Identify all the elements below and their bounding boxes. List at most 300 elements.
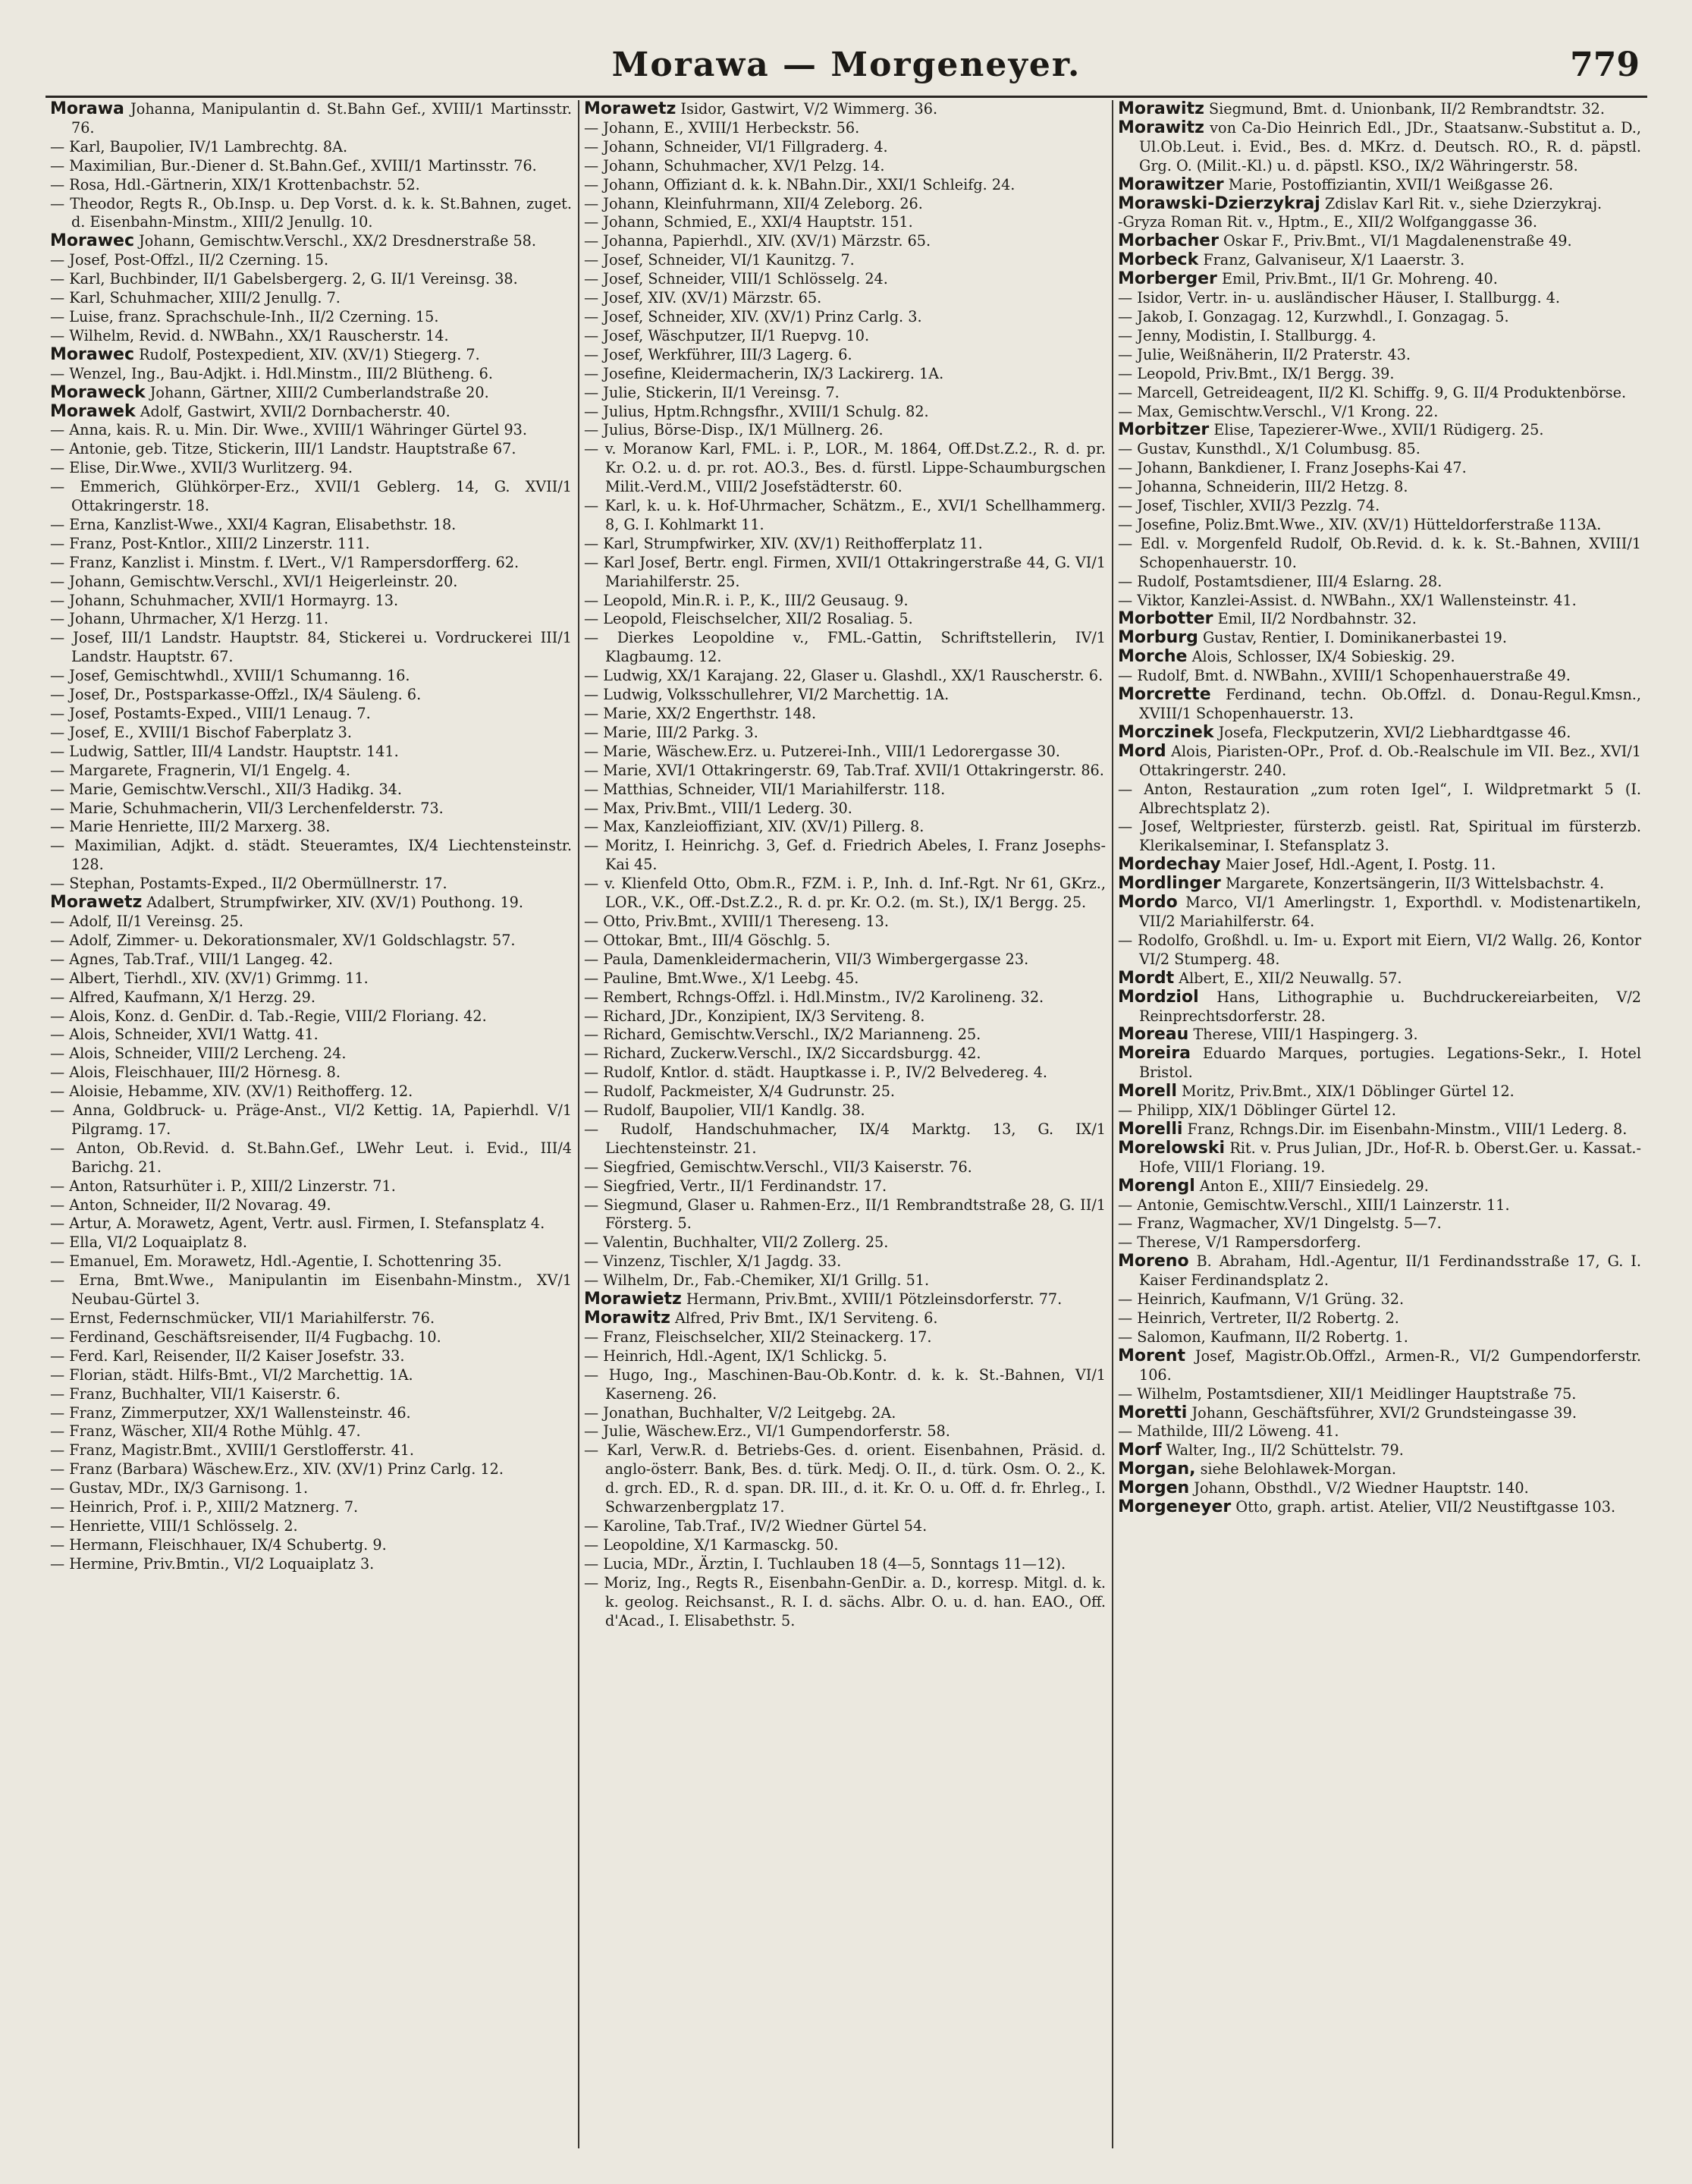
entry-text: — Josefine, Poliz.Bmt.Wwe., XIV. (XV/1) Hütteldorferstraße 113A. bbox=[1118, 515, 1602, 533]
entry-text: — Edl. v. Morgenfeld Rudolf, Ob.Revid. d. k. k. St.-Bahnen, XVIII/1 Schopenhauerstr. 10. bbox=[1118, 534, 1641, 571]
directory-entry bbox=[50, 913, 572, 932]
entry-text: — Margarete, Fragnerin, VI/1 Engelg. 4. bbox=[50, 761, 350, 779]
directory-entry bbox=[584, 138, 1106, 157]
entry-text: — Max, Kanzleioffiziant, XIV. (XV/1) Pillerg. 8. bbox=[584, 818, 924, 836]
header-rule bbox=[46, 96, 1647, 98]
entry-text: — Marcell, Getreideagent, II/2 Kl. Schiffg. 9, G. II/4 Produktenbörse. bbox=[1118, 383, 1627, 401]
entry-text: — Henriette, VIII/1 Schlösselg. 2. bbox=[50, 1516, 298, 1535]
directory-entry bbox=[1118, 1101, 1641, 1120]
directory-entry bbox=[1118, 1026, 1641, 1045]
entry-text: — Richard, Gemischtw.Verschl., IX/2 Marianneng. 25. bbox=[584, 1026, 981, 1044]
directory-entry bbox=[50, 1196, 572, 1215]
entry-text: — Johann, Gemischtw.Verschl., XVI/1 Heigerleinstr. 20. bbox=[50, 572, 458, 590]
entry-text: Johann, Gärtner, XIII/2 Cumberlandstraße 20. bbox=[149, 383, 489, 401]
directory-entry bbox=[50, 1517, 572, 1536]
entry-text: — Josef, III/1 Landstr. Hauptstr. 84, Stickerei u. Vordruckerei III/1 Landstr. Hauptstr. 67. bbox=[50, 629, 572, 666]
entry-text: — Theodor, Regts R., Ob.Insp. u. Dep Vorst. d. k. k. St.Bahnen, zuget. d. Eisenbahn-Minstm., XIII/2 Jenullg. 10. bbox=[50, 194, 572, 231]
entry-text: Siegmund, Bmt. d. Unionbank, II/2 Rembrandtstr. 32. bbox=[1209, 100, 1605, 118]
directory-entry bbox=[1118, 421, 1641, 440]
directory-entry bbox=[584, 497, 1106, 535]
directory-entry bbox=[1118, 1196, 1641, 1215]
entry-text: Franz, Galvaniseur, X/1 Laaerstr. 3. bbox=[1203, 251, 1465, 269]
entry-headword: Morelli bbox=[1118, 1119, 1183, 1139]
directory-entry bbox=[1118, 1083, 1641, 1101]
entry-text: — Franz, Kanzlist i. Minstm. f. LVert., V/1 Rampersdorfferg. 62. bbox=[50, 553, 520, 571]
directory-entry bbox=[1118, 176, 1641, 195]
page-title: Morawa — Morgeneyer. bbox=[611, 46, 1081, 84]
directory-entry bbox=[1118, 1422, 1641, 1441]
entry-text: — Franz, Wäscher, XII/4 Rothe Mühlg. 47. bbox=[50, 1422, 361, 1441]
entry-text: — Franz, Buchhalter, VII/1 Kaiserstr. 6. bbox=[50, 1384, 341, 1403]
entry-headword: Morent bbox=[1118, 1346, 1185, 1365]
entry-text: Maier Josef, Hdl.-Agent, I. Postg. 11. bbox=[1225, 856, 1496, 874]
directory-entry bbox=[50, 988, 572, 1007]
page-header bbox=[46, 46, 1647, 99]
entry-headword: Morberger bbox=[1118, 269, 1217, 289]
directory-entry bbox=[50, 384, 572, 403]
directory-entry bbox=[1118, 1045, 1641, 1083]
directory-entry bbox=[50, 610, 572, 629]
directory-entry bbox=[50, 894, 572, 913]
entry-text: — Max, Gemischtw.Verschl., V/1 Krong. 22. bbox=[1118, 402, 1439, 420]
entry-text: — Erna, Bmt.Wwe., Manipulantin im Eisenbahn-Minstm., XV/1 Neubau-Gürtel 3. bbox=[50, 1271, 572, 1309]
directory-entry bbox=[50, 743, 572, 762]
entry-text: Franz, Rchngs.Dir. im Eisenbahn-Minstm., VIII/1 Lederg. 8. bbox=[1187, 1120, 1628, 1138]
entry-text: — Johann, Schneider, VI/1 Fillgraderg. 4. bbox=[584, 137, 888, 156]
entry-text: — Rudolf, Postamtsdiener, III/4 Eslarng. 28. bbox=[1118, 572, 1442, 590]
entry-text: — Heinrich, Vertreter, II/2 Robertg. 2. bbox=[1118, 1309, 1399, 1327]
directory-entry bbox=[584, 1555, 1106, 1574]
directory-entry bbox=[50, 1252, 572, 1271]
entry-text: Rudolf, Postexpedient, XIV. (XV/1) Stiegerg. 7. bbox=[139, 345, 480, 363]
directory-entry bbox=[50, 762, 572, 781]
directory-entry bbox=[1118, 1347, 1641, 1385]
entry-text: — Josef, XIV. (XV/1) Märzstr. 65. bbox=[584, 289, 822, 307]
directory-entry bbox=[1118, 1328, 1641, 1347]
directory-entry bbox=[1118, 251, 1641, 270]
directory-entry bbox=[1118, 573, 1641, 592]
entry-text: — Johann, Uhrmacher, X/1 Herzg. 11. bbox=[50, 610, 329, 628]
entry-text: — Julius, Hptm.Rchngsfhr., XVIII/1 Schulg. 82. bbox=[584, 402, 929, 420]
entry-text: — Ludwig, Sattler, III/4 Landstr. Hauptstr. 141. bbox=[50, 742, 399, 760]
directory-entry bbox=[1118, 667, 1641, 686]
directory-entry bbox=[584, 119, 1106, 138]
directory-entry bbox=[50, 1347, 572, 1366]
directory-entry bbox=[584, 1328, 1106, 1347]
entry-text: — Richard, Zuckerw.Verschl., IX/2 Siccardsburgg. 42. bbox=[584, 1045, 981, 1063]
directory-entry bbox=[1118, 856, 1641, 875]
entry-text: — Karl, Buchbinder, II/1 Gabelsbergerg. 2, G. II/1 Vereinsg. 38. bbox=[50, 270, 518, 288]
entry-text: — Moriz, Ing., Regts R., Eisenbahn-GenDir. a. D., korresp. Mitgl. d. k. k. geolog. Reichsanst., R. I. d. sächs. Albr. O. u. d. han. EAO., Off. d'Acad., I. Elisabethstr. 5. bbox=[584, 1573, 1106, 1629]
entry-text: — Karl, Baupolier, IV/1 Lambrechtg. 8A. bbox=[50, 137, 348, 156]
directory-entry bbox=[50, 1328, 572, 1347]
entry-text: Josefa, Fleckputzerin, XVI/2 Liebhardtgasse 46. bbox=[1218, 723, 1571, 741]
directory-entry bbox=[50, 969, 572, 988]
directory-entry bbox=[50, 1007, 572, 1026]
entry-text: — Heinrich, Hdl.-Agent, IX/1 Schlickg. 5. bbox=[584, 1347, 887, 1365]
directory-entry bbox=[1118, 535, 1641, 573]
entry-text: — Alois, Fleischhauer, III/2 Hörnesg. 8. bbox=[50, 1064, 341, 1082]
directory-entry bbox=[1118, 969, 1641, 988]
directory-entry bbox=[584, 932, 1106, 951]
entry-text: Emil, II/2 Nordbahnstr. 32. bbox=[1217, 610, 1417, 628]
directory-entry bbox=[50, 781, 572, 800]
directory-entry bbox=[584, 232, 1106, 251]
entry-text: -Gryza Roman Rit. v., Hptm., E., XII/2 Wolfganggasse 36. bbox=[1118, 213, 1537, 231]
entry-headword: Morawa bbox=[50, 100, 124, 118]
entry-text: — Otto, Priv.Bmt., XVIII/1 Thereseng. 13. bbox=[584, 912, 889, 930]
entry-text: Walter, Ing., II/2 Schüttelstr. 79. bbox=[1166, 1441, 1404, 1460]
entry-text: — Ernst, Federnschmücker, VII/1 Mariahilferstr. 76. bbox=[50, 1309, 435, 1327]
directory-entry bbox=[50, 157, 572, 176]
directory-entry bbox=[1118, 365, 1641, 384]
directory-entry bbox=[1118, 440, 1641, 459]
directory-entry bbox=[584, 1404, 1106, 1423]
directory-entry bbox=[584, 157, 1106, 176]
entry-text: — Viktor, Kanzlei-Assist. d. NWBahn., XX/1 Wallensteinstr. 41. bbox=[1118, 591, 1577, 609]
entry-headword: Morbotter bbox=[1118, 609, 1213, 629]
entry-headword: Morczinek bbox=[1118, 722, 1214, 742]
directory-entry bbox=[50, 554, 572, 573]
entry-text: — Josef, Weltpriester, fürsterzb. geistl. Rat, Spiritual im fürsterzb. Klerikalseminar, I. Stefansplatz 3. bbox=[1118, 818, 1641, 855]
directory-entry bbox=[584, 1536, 1106, 1555]
entry-text: Alfred, Priv Bmt., IX/1 Serviteng. 6. bbox=[675, 1309, 938, 1327]
directory-entry bbox=[50, 1101, 572, 1139]
entry-text: siehe Belohlawek-Morgan. bbox=[1200, 1460, 1396, 1479]
entry-text: — Marie, XX/2 Engerthstr. 148. bbox=[584, 705, 817, 722]
directory-entry bbox=[584, 951, 1106, 969]
directory-entry bbox=[1118, 1385, 1641, 1404]
directory-entry bbox=[1118, 988, 1641, 1026]
entry-text: Johanna, Manipulantin d. St.Bahn Gef., XVIII/1 Martinsstr. 76. bbox=[71, 100, 572, 137]
directory-entry bbox=[50, 1404, 572, 1423]
entry-text: — Leopoldine, X/1 Karmasckg. 50. bbox=[584, 1535, 839, 1554]
directory-entry bbox=[1118, 403, 1641, 422]
directory-entry bbox=[1118, 213, 1641, 232]
directory-entry bbox=[584, 403, 1106, 422]
directory-entry bbox=[584, 800, 1106, 819]
directory-entry bbox=[1118, 1215, 1641, 1233]
directory-entry bbox=[584, 195, 1106, 214]
directory-entry bbox=[50, 1045, 572, 1064]
directory-entry bbox=[1118, 875, 1641, 894]
directory-entry bbox=[584, 988, 1106, 1007]
directory-entry bbox=[1118, 1233, 1641, 1252]
entry-headword: Morelowski bbox=[1118, 1138, 1226, 1158]
directory-entry bbox=[1118, 1290, 1641, 1309]
directory-columns bbox=[46, 100, 1647, 2148]
entry-headword: Morbeck bbox=[1118, 250, 1199, 270]
column-2 bbox=[579, 100, 1113, 2148]
directory-entry bbox=[584, 1196, 1106, 1234]
directory-entry bbox=[50, 705, 572, 724]
entry-text: — Elise, Dir.Wwe., XVII/3 Wurlitzerg. 94. bbox=[50, 459, 353, 477]
entry-text: Johann, Obsthdl., V/2 Wiedner Hauptstr. 140. bbox=[1194, 1479, 1529, 1497]
entry-text: — Karl, Strumpfwirker, XIV. (XV/1) Reithofferplatz 11. bbox=[584, 534, 983, 552]
entry-text: — Rodolfo, Großhdl. u. Im- u. Export mit Eiern, VI/2 Wallg. 26, Kontor VI/2 Stumperg. 48. bbox=[1118, 931, 1641, 968]
directory-entry bbox=[584, 346, 1106, 365]
directory-entry bbox=[1118, 629, 1641, 648]
entry-text: Hans, Lithographie u. Buchdruckereiarbeiten, V/2 Reinprechtsdorferstr. 28. bbox=[1139, 988, 1641, 1025]
entry-headword: Morawec bbox=[50, 344, 134, 364]
entry-text: — Karl, Schuhmacher, XIII/2 Jenullg. 7. bbox=[50, 289, 341, 307]
entry-text: — Stephan, Postamts-Exped., II/2 Obermüllnerstr. 17. bbox=[50, 875, 447, 893]
directory-entry bbox=[584, 1120, 1106, 1158]
directory-entry bbox=[1118, 1120, 1641, 1139]
entry-headword: Morawski-Dzierzykraj bbox=[1118, 193, 1320, 213]
entry-text: — Alois, Konz. d. GenDir. d. Tab.-Regie, VIII/2 Floriang. 42. bbox=[50, 1007, 487, 1025]
entry-text: Albert, E., XII/2 Neuwallg. 57. bbox=[1179, 969, 1402, 987]
entry-text: Elise, Tapezierer-Wwe., XVII/1 Rüdigerg. 25. bbox=[1213, 421, 1544, 439]
entry-text: — Agnes, Tab.Traf., VIII/1 Langeg. 42. bbox=[50, 950, 333, 968]
directory-entry bbox=[50, 1555, 572, 1574]
directory-entry bbox=[1118, 610, 1641, 629]
entry-text: — Julius, Börse-Disp., IX/1 Müllnerg. 26. bbox=[584, 421, 884, 439]
entry-text: — Johann, Schuhmacher, XVII/1 Hormayrg. 13. bbox=[50, 591, 399, 609]
directory-entry bbox=[50, 176, 572, 195]
directory-entry bbox=[50, 289, 572, 308]
directory-entry bbox=[50, 932, 572, 951]
directory-entry bbox=[584, 1233, 1106, 1252]
directory-entry bbox=[50, 951, 572, 969]
directory-entry bbox=[584, 1007, 1106, 1026]
directory-entry bbox=[584, 1158, 1106, 1177]
column-3 bbox=[1113, 100, 1647, 2148]
entry-headword: Morbitzer bbox=[1118, 420, 1210, 440]
entry-text: Otto, graph. artist. Atelier, VII/2 Neustiftgasse 103. bbox=[1235, 1498, 1616, 1516]
directory-entry bbox=[50, 535, 572, 554]
entry-text: — Adolf, Zimmer- u. Dekorationsmaler, XV/1 Goldschlagstr. 57. bbox=[50, 931, 516, 949]
directory-entry bbox=[584, 270, 1106, 289]
entry-headword: Morf bbox=[1118, 1441, 1162, 1460]
entry-headword: Morawetz bbox=[50, 893, 143, 913]
directory-entry bbox=[1118, 686, 1641, 724]
directory-entry bbox=[50, 592, 572, 611]
entry-text: — Josef, Schneider, VIII/1 Schlösselg. 24. bbox=[584, 270, 888, 288]
entry-text: — Ferd. Karl, Reisender, II/2 Kaiser Josefstr. 33. bbox=[50, 1347, 405, 1365]
entry-text: — Artur, A. Morawetz, Agent, Vertr. ausl. Firmen, I. Stefansplatz 4. bbox=[50, 1215, 545, 1233]
directory-entry bbox=[50, 1026, 572, 1045]
directory-entry bbox=[584, 535, 1106, 554]
entry-text: — Gustav, Kunsthdl., X/1 Columbusg. 85. bbox=[1118, 440, 1420, 458]
entry-text: — Ludwig, XX/1 Karajang. 22, Glaser u. Glashdl., XX/1 Rauscherstr. 6. bbox=[584, 667, 1103, 685]
directory-entry bbox=[1118, 232, 1641, 251]
directory-entry bbox=[50, 1536, 572, 1555]
entry-text: — Josef, Schneider, VI/1 Kaunitzg. 7. bbox=[584, 251, 855, 269]
entry-text: — Josef, Wäschputzer, II/1 Ruepvg. 10. bbox=[584, 326, 870, 344]
directory-entry bbox=[584, 837, 1106, 875]
entry-text: — Lucia, MDr., Ärztin, I. Tuchlauben 18 (4—5, Sonntags 11—12). bbox=[584, 1554, 1066, 1573]
directory-entry bbox=[1118, 516, 1641, 535]
entry-text: — Anna, Goldbruck- u. Präge-Anst., VI/2 Kettig. 1A, Papierhdl. V/1 Pilgramg. 17. bbox=[50, 1101, 572, 1138]
entry-headword: Morawitzer bbox=[1118, 174, 1224, 194]
directory-entry bbox=[50, 251, 572, 270]
directory-entry bbox=[50, 573, 572, 592]
entry-text: — Anton, Ratsurhüter i. P., XIII/2 Linzerstr. 71. bbox=[50, 1177, 396, 1195]
entry-text: Adolf, Gastwirt, XVII/2 Dornbacherstr. 40. bbox=[140, 402, 450, 420]
directory-entry bbox=[50, 800, 572, 819]
entry-headword: Morawetz bbox=[584, 100, 676, 118]
entry-text: — Vinzenz, Tischler, X/1 Jagdg. 33. bbox=[584, 1252, 842, 1271]
entry-text: — Josef, Dr., Postsparkasse-Offzl., IX/4 Säuleng. 6. bbox=[50, 686, 422, 704]
directory-entry bbox=[1118, 478, 1641, 497]
entry-text: — Franz, Wagmacher, XV/1 Dingelstg. 5—7. bbox=[1118, 1215, 1442, 1233]
directory-entry bbox=[50, 1385, 572, 1404]
directory-entry bbox=[1118, 195, 1641, 214]
directory-entry bbox=[50, 1441, 572, 1460]
entry-headword: Morgan, bbox=[1118, 1460, 1196, 1479]
directory-entry bbox=[584, 251, 1106, 270]
directory-entry bbox=[50, 346, 572, 365]
directory-entry bbox=[50, 365, 572, 384]
entry-headword: Morell bbox=[1118, 1082, 1177, 1101]
entry-text: — Franz, Zimmerputzer, XX/1 Wallensteinstr. 46. bbox=[50, 1403, 411, 1422]
entry-text: — Johann, Kleinfuhrmann, XII/4 Zeleborg. 26. bbox=[584, 194, 923, 212]
entry-text: — Josefine, Kleidermacherin, IX/3 Lackirerg. 1A. bbox=[584, 364, 944, 382]
entry-text: — Karoline, Tab.Traf., IV/2 Wiedner Gürtel 54. bbox=[584, 1516, 928, 1535]
entry-text: — Josef, Schneider, XIV. (XV/1) Prinz Carlg. 3. bbox=[584, 307, 922, 325]
directory-entry bbox=[584, 667, 1106, 686]
entry-text: — v. Moranow Karl, FML. i. P., LOR., M. 1864, Off.Dst.Z.2., R. d. pr. Kr. O.2. u. d. pr. rot. AO.3., Bes. d. fürstl. Lippe-Schaumburgschen Milit.-Verd.M., VIII/2 Josefstädterstr. 60. bbox=[584, 440, 1106, 496]
directory-entry bbox=[50, 686, 572, 705]
directory-entry bbox=[1118, 724, 1641, 743]
entry-text: — Pauline, Bmt.Wwe., X/1 Leebg. 45. bbox=[584, 969, 859, 987]
entry-text: — Paula, Damenkleidermacherin, VII/3 Wimbergergasse 23. bbox=[584, 950, 1029, 968]
directory-entry bbox=[584, 743, 1106, 762]
entry-headword: Moreira bbox=[1118, 1044, 1191, 1064]
directory-entry bbox=[50, 724, 572, 743]
entry-text: — Valentin, Buchhalter, VII/2 Zollerg. 25. bbox=[584, 1233, 889, 1252]
entry-text: — Moritz, I. Heinrichg. 3, Gef. d. Friedrich Abeles, I. Franz Josephs-Kai 45. bbox=[584, 837, 1106, 874]
entry-text: — Franz, Magistr.Bmt., XVIII/1 Gerstlofferstr. 41. bbox=[50, 1441, 415, 1460]
directory-entry bbox=[1118, 818, 1641, 856]
entry-text: — Leopold, Min.R. i. P., K., III/2 Geusaug. 9. bbox=[584, 591, 909, 609]
entry-text: — Rudolf, Bmt. d. NWBahn., XVIII/1 Schopenhauerstraße 49. bbox=[1118, 667, 1571, 685]
entry-text: — Franz, Post-Kntlor., XIII/2 Linzerstr. 111. bbox=[50, 534, 370, 552]
directory-entry bbox=[584, 1101, 1106, 1120]
directory-entry bbox=[584, 1290, 1106, 1309]
entry-text: — Alfred, Kaufmann, X/1 Herzg. 29. bbox=[50, 988, 315, 1006]
directory-entry bbox=[584, 629, 1106, 667]
directory-entry bbox=[50, 818, 572, 837]
entry-headword: Mordlinger bbox=[1118, 874, 1221, 894]
entry-text: — Emanuel, Em. Morawetz, Hdl.-Agentie, I. Schottenring 35. bbox=[50, 1252, 502, 1271]
column-1 bbox=[46, 100, 579, 2148]
entry-text: — Karl Josef, Bertr. engl. Firmen, XVII/1 Ottakringerstraße 44, G. VI/1 Mariahilferstr. 25. bbox=[584, 553, 1106, 590]
directory-entry bbox=[50, 478, 572, 516]
entry-text: Adalbert, Strumpfwirker, XIV. (XV/1) Pouthong. 19. bbox=[146, 894, 523, 912]
entry-text: — Mathilde, III/2 Löweng. 41. bbox=[1118, 1422, 1339, 1441]
directory-entry bbox=[50, 308, 572, 327]
entry-text: — Jenny, Modistin, I. Stallburgg. 4. bbox=[1118, 326, 1377, 344]
entry-text: — Johanna, Papierhdl., XIV. (XV/1) Märzstr. 65. bbox=[584, 232, 931, 250]
entry-text: — Emmerich, Glühkörper-Erz., XVII/1 Geblerg. 14, G. XVII/1 Ottakringerstr. 18. bbox=[50, 478, 572, 515]
entry-text: — Marie, XVI/1 Ottakringerstr. 69, Tab.Traf. XVII/1 Ottakringerstr. 86. bbox=[584, 761, 1104, 779]
entry-text: — Johann, Schuhmacher, XV/1 Pelzg. 14. bbox=[584, 156, 885, 174]
entry-text: — Luise, franz. Sprachschule-Inh., II/2 Czerning. 15. bbox=[50, 307, 439, 325]
directory-entry bbox=[584, 610, 1106, 629]
directory-entry bbox=[50, 138, 572, 157]
directory-entry bbox=[50, 195, 572, 233]
directory-entry bbox=[584, 1422, 1106, 1441]
directory-entry bbox=[50, 1215, 572, 1233]
entry-text: — Matthias, Schneider, VII/1 Mariahilferstr. 118. bbox=[584, 780, 946, 798]
entry-text: — Antonie, Gemischtw.Verschl., XIII/1 Lainzerstr. 11. bbox=[1118, 1196, 1510, 1214]
directory-entry bbox=[50, 1271, 572, 1309]
directory-entry bbox=[584, 289, 1106, 308]
entry-headword: Morawitz bbox=[1118, 100, 1204, 118]
entry-text: Alois, Piaristen-OPr., Prof. d. Ob.-Realschule im VII. Bez., XVI/1 Ottakringerstr. 240. bbox=[1139, 742, 1641, 779]
directory-entry bbox=[584, 1517, 1106, 1536]
directory-entry bbox=[50, 516, 572, 535]
entry-text: — Josef, Tischler, XVII/3 Pezzlg. 74. bbox=[1118, 497, 1380, 515]
entry-text: — Salomon, Kaufmann, II/2 Robertg. 1. bbox=[1118, 1328, 1408, 1346]
entry-text: — Josef, Gemischtwhdl., XVIII/1 Schumanng. 16. bbox=[50, 667, 410, 685]
directory-entry bbox=[1118, 1460, 1641, 1479]
directory-entry bbox=[1118, 1404, 1641, 1423]
directory-entry bbox=[50, 875, 572, 894]
directory-entry bbox=[1118, 1139, 1641, 1177]
entry-text: — Therese, V/1 Rampersdorferg. bbox=[1118, 1233, 1361, 1252]
entry-text: Anton E., XIII/7 Einsiedelg. 29. bbox=[1199, 1177, 1429, 1195]
directory-entry bbox=[584, 818, 1106, 837]
directory-entry bbox=[1118, 1441, 1641, 1460]
entry-text: — Siegmund, Glaser u. Rahmen-Erz., II/1 Rembrandtstraße 28, G. II/1 Försterg. 5. bbox=[584, 1196, 1106, 1233]
directory-entry bbox=[1118, 327, 1641, 346]
directory-entry bbox=[584, 1045, 1106, 1064]
directory-entry bbox=[584, 1347, 1106, 1366]
entry-text: — Aloisie, Hebamme, XIV. (XV/1) Reithofferg. 12. bbox=[50, 1083, 413, 1101]
directory-entry bbox=[584, 1026, 1106, 1045]
entry-text: Ferdinand, techn. Ob.Offzl. d. Donau-Regul.Kmsn., XVIII/1 Schopenhauerstr. 13. bbox=[1139, 686, 1641, 722]
entry-text: — Franz, Fleischselcher, XII/2 Steinackerg. 17. bbox=[584, 1328, 932, 1346]
directory-entry bbox=[584, 100, 1106, 119]
entry-text: — Wilhelm, Revid. d. NWBahn., XX/1 Rauscherstr. 14. bbox=[50, 326, 449, 344]
directory-entry bbox=[584, 327, 1106, 346]
entry-text: — Anton, Schneider, II/2 Novarag. 49. bbox=[50, 1196, 331, 1214]
entry-text: — Alois, Schneider, XVI/1 Wattg. 41. bbox=[50, 1026, 319, 1044]
entry-text: — Rudolf, Handschuhmacher, IX/4 Marktg. 13, G. IX/1 Liechtensteinstr. 21. bbox=[584, 1120, 1106, 1157]
entry-text: — Ludwig, Volksschullehrer, VI/2 Marchettig. 1A. bbox=[584, 686, 950, 704]
entry-text: — Adolf, II/1 Vereinsg. 25. bbox=[50, 912, 243, 930]
entry-text: Johann, Gemischtw.Verschl., XX/2 Dresdnerstraße 58. bbox=[139, 232, 536, 250]
directory-entry bbox=[1118, 497, 1641, 516]
entry-text: — Heinrich, Kaufmann, V/1 Grüng. 32. bbox=[1118, 1290, 1405, 1309]
entry-text: Margarete, Konzertsängerin, II/3 Wittelsbachstr. 4. bbox=[1225, 875, 1605, 893]
entry-text: — Julie, Weißnäherin, II/2 Praterstr. 43. bbox=[1118, 345, 1411, 363]
entry-text: — Ella, VI/2 Loquaiplatz 8. bbox=[50, 1233, 248, 1252]
directory-entry bbox=[1118, 289, 1641, 308]
directory-entry bbox=[1118, 270, 1641, 289]
directory-entry bbox=[50, 1139, 572, 1177]
entry-text: — Siegfried, Vertr., II/1 Ferdinandstr. 17. bbox=[584, 1177, 887, 1195]
directory-entry bbox=[1118, 1479, 1641, 1498]
entry-text: Marie, Postoffiziantin, XVII/1 Weißgasse 26. bbox=[1228, 175, 1554, 193]
directory-entry bbox=[50, 1309, 572, 1328]
entry-headword: Morbacher bbox=[1118, 231, 1219, 251]
entry-text: — Leopold, Priv.Bmt., IX/1 Bergg. 39. bbox=[1118, 364, 1395, 382]
entry-text: — Josef, Post-Offzl., II/2 Czerning. 15. bbox=[50, 251, 329, 269]
entry-text: — Marie, III/2 Parkg. 3. bbox=[584, 723, 758, 741]
entry-text: Rit. v. Prus Julian, JDr., Hof-R. b. Oberst.Ger. u. Kassat.-Hofe, VIII/1 Floriang. 19. bbox=[1139, 1139, 1641, 1176]
entry-text: — v. Klienfeld Otto, Obm.R., FZM. i. P., Inh. d. Inf.-Rgt. Nr 61, GKrz., LOR., V.K., Off.-Dst.Z.2., R. d. pr. Kr. O.2. (m. St.), IX/1 Bergg. 25. bbox=[584, 875, 1106, 912]
entry-text: Isidor, Gastwirt, V/2 Wimmerg. 36. bbox=[680, 100, 938, 118]
entry-text: — Franz (Barbara) Wäschew.Erz., XIV. (XV/1) Prinz Carlg. 12. bbox=[50, 1460, 504, 1479]
directory-entry bbox=[1118, 308, 1641, 327]
entry-text: — Rudolf, Kntlor. d. städt. Hauptkasse i. P., IV/2 Belvedereg. 4. bbox=[584, 1064, 1048, 1082]
directory-entry bbox=[1118, 119, 1641, 176]
entry-headword: Morawek bbox=[50, 401, 136, 421]
